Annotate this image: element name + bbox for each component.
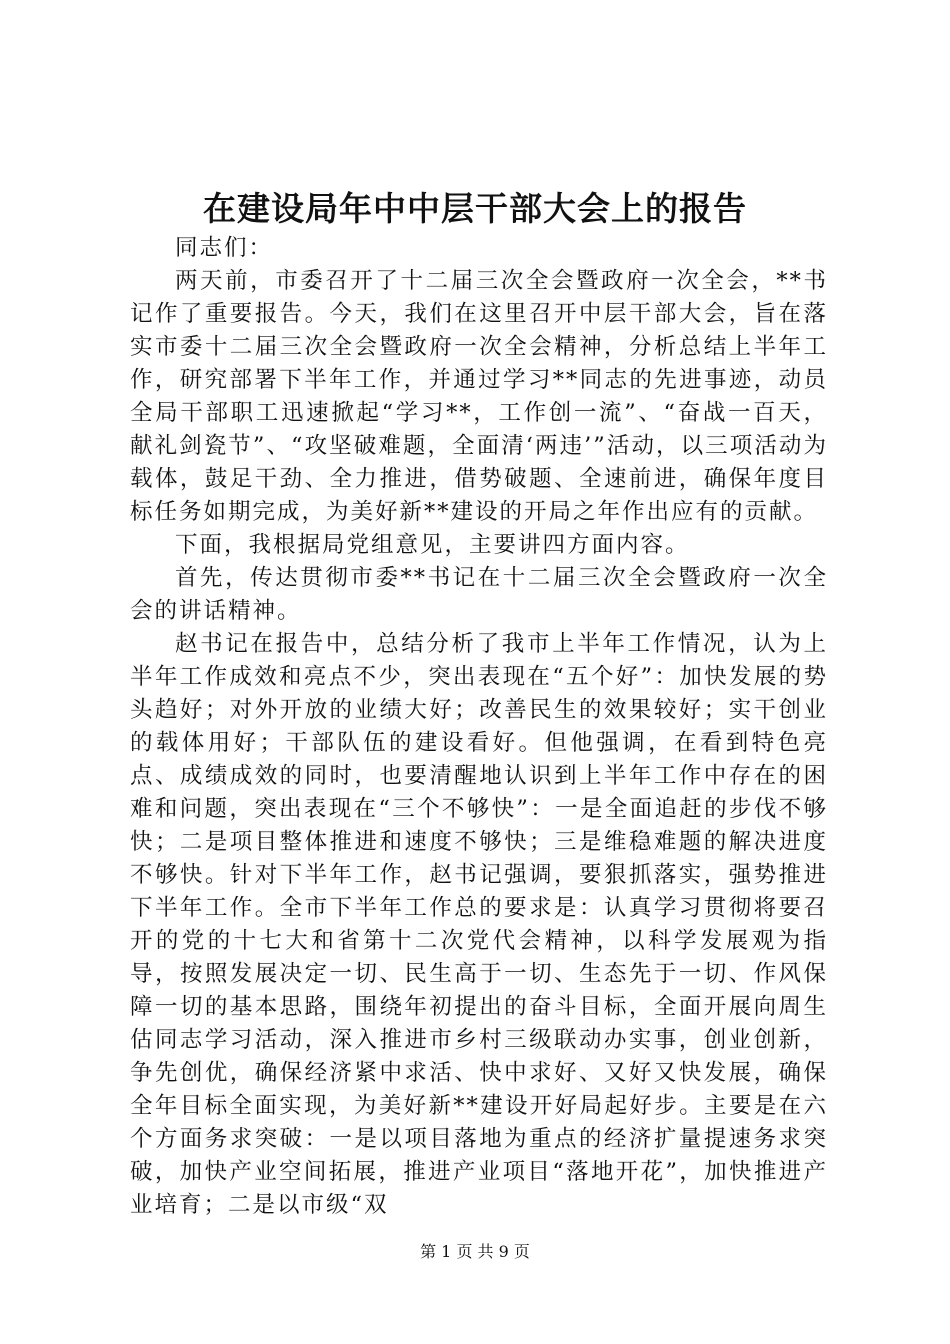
document-title: 在建设局年中中层干部大会上的报告 (203, 189, 747, 228)
body-paragraph: 首先，传达贯彻市委**书记在十二届三次全会暨政府一次全会的讲话精神。 (130, 565, 828, 624)
page-number-footer: 第 1 页 共 9 页 (420, 1242, 530, 1261)
body-paragraph: 下面，我根据局党组意见，主要讲四方面内容。 (175, 532, 690, 558)
salutation-paragraph: 同志们： (175, 235, 274, 261)
document-body (130, 232, 828, 1222)
body-paragraph: 赵书记在报告中，总结分析了我市上半年工作情况，认为上半年工作成效和亮点不少，突出表现在“五个好”：加快发展的势头趋好；对外开放的业绩大好；改善民生的效果较好；实干创业的载体用好；干部队伍的建设看好。但他强调，在看到特色亮点、成绩成效的同时，也要清醒地认识到上半年工作中存在的困难和问题，突出表现在“三个不够快”：一是全面追赶的步伐不够快；二是项目整体推进和速度不够快；三是维稳难题的解决进度不够快。针对下半年工作，赵书记强调，要狠抓落实，强势推进下半年工作。全市下半年工作总的要求是：认真学习贯彻将要召开的党的十七大和省第十二次党代会精神，以科学发展观为指导，按照发展决定一切、民生高于一切、生态先于一切、作风保障一切的基本思路，围绕年初提出的奋斗目标，全面开展向周生估同志学习活动，深入推进市乡村三级联动办实事，创业创新，争先创优，确保经济紧中求活、快中求好、又好又快发展，确保全年目标全面实现，为美好新**建设开好局起好步。主要是在六个方面务求突破：一是以项目落地为重点的经济扩量提速务求突破，加快产业空间拓展，推进产业项目“落地开花”，加快推进产业培育；二是以市级“双 (130, 631, 828, 1218)
body-paragraph: 两天前，市委召开了十二届三次全会暨政府一次全会，**书记作了重要报告。今天，我们在这里召开中层干部大会，旨在落实市委十二届三次全会暨政府一次全会精神，分析总结上半年工作，研究部署下半年工作，并通过学习**同志的先进事迹，动员全局干部职工迅速掀起“学习**，工作创一流”、“奋战一百天，献礼剑瓷节”、“攻坚破难题，全面清‘两违’”活动，以三项活动为载体，鼓足干劲、全力推进，借势破题、全速前进，确保年度目标任务如期完成，为美好新**建设的开局之年作出应有的贡献。 (130, 268, 828, 525)
